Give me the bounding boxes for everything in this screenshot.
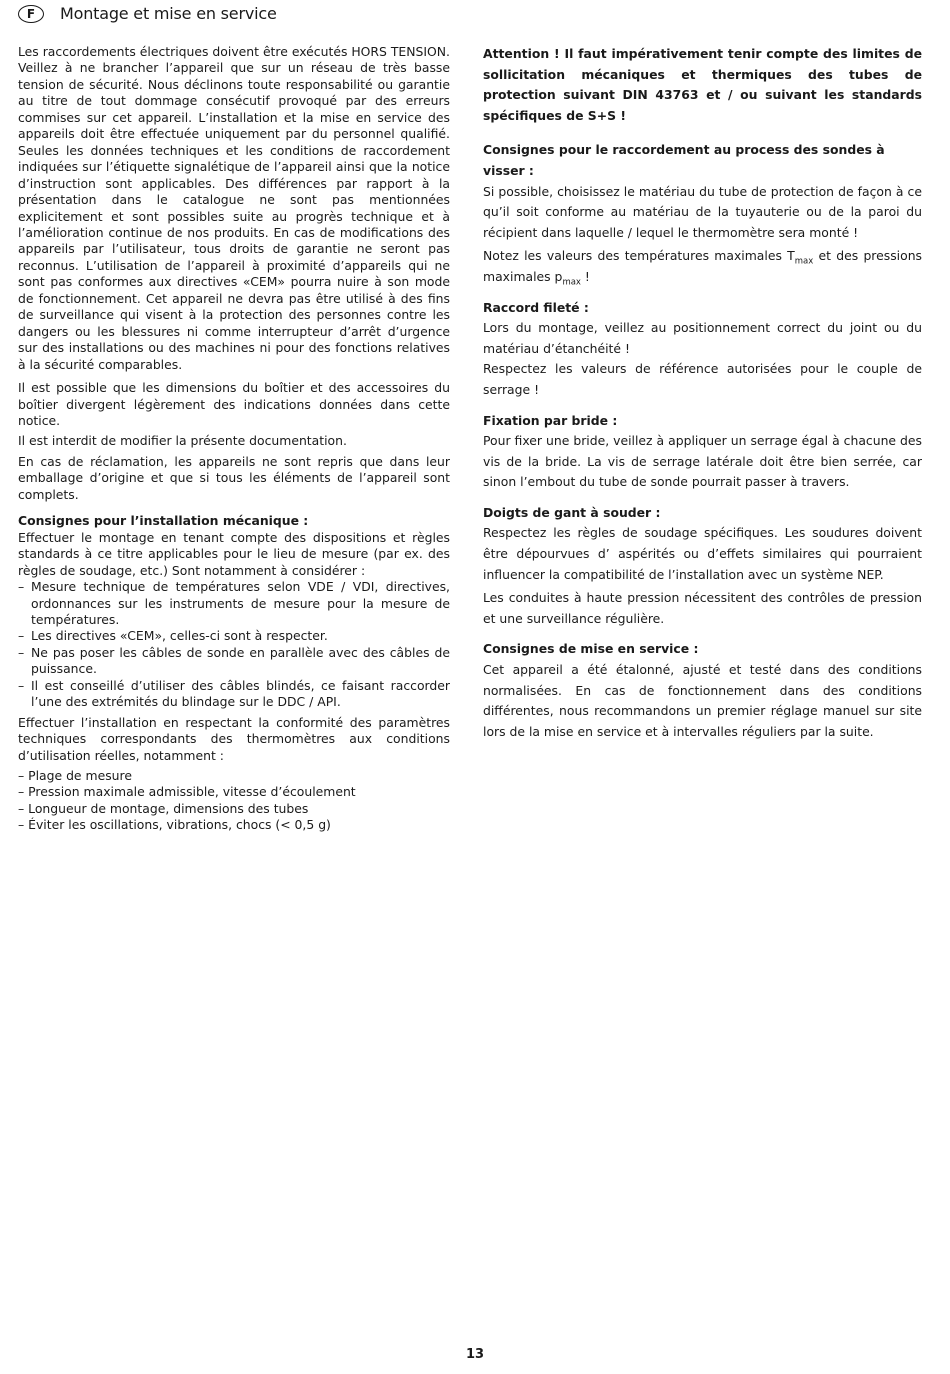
flange-heading: Fixation par bride : (483, 412, 618, 428)
pressure-paragraph: Les conduites à haute pression nécessitent des contrôles de pression et une surveillance régulière. (483, 590, 922, 626)
thread-heading: Raccord fileté : (483, 299, 589, 315)
list-item: – Mesure technique de températures selon VDE / VDI, directives, ordonnances sur les instruments de mesure pour la mesure de températures. (18, 579, 450, 628)
language-badge: F (18, 5, 44, 23)
torque-paragraph: Respectez les valeurs de référence autorisées pour le couple de serrage ! (483, 361, 922, 397)
mechanical-list (18, 579, 450, 711)
thread-paragraph: Lors du montage, veillez au positionnement correct du joint ou du matériau d’étanchéité ! (483, 320, 922, 356)
list-item: – Ne pas poser les câbles de sonde en parallèle avec des câbles de puissance. (18, 645, 450, 678)
process-heading: Consignes pour le raccordement au process des sondes à visser : (483, 142, 885, 178)
mechanical-heading: Consignes pour l’installation mécanique : (18, 513, 309, 529)
conformity-paragraph: Effectuer l’installation en respectant la conformité des paramètres techniques correspondants des thermomètres aux conditions d’utilisation réelles, notamment : (18, 714, 450, 763)
weld-heading: Doigts de gant à souder : (483, 504, 661, 520)
right-column (483, 44, 922, 745)
claims-paragraph: En cas de réclamation, les appareils ne sont repris que dans leur emballage d’origine et que si tous les éléments de l’appareil sont complets. (18, 453, 450, 502)
max-values-note: Notez les valeurs des températures maximales $T_{max}$ et des pressions maximales $p_{max}$ ! (483, 248, 922, 288)
page-title: Montage et mise en service (60, 4, 277, 23)
page-header (18, 4, 277, 23)
modify-paragraph: Il est interdit de modifier la présente documentation. (18, 433, 347, 449)
left-column (18, 44, 450, 834)
list-item: – Éviter les oscillations, vibrations, chocs (< 0,5 g) (18, 817, 331, 833)
commissioning-heading: Consignes de mise en service : (483, 641, 699, 657)
list-item: – Il est conseillé d’utiliser des câbles blindés, ce faisant raccorder l’une des extrémités du blindage sur le DDC / API. (18, 678, 450, 711)
dimensions-paragraph: Il est possible que les dimensions du boîtier et des accessoires du boîtier divergent légèrement des indications données dans cette notice. (18, 380, 450, 428)
process-paragraph: Si possible, choisissez le matériau du tube de protection de façon à ce qu’il soit conforme au matériau de la tuyauterie ou de la paroi du récipient dans laquelle / lequel le thermomètre sera monté ! (483, 183, 922, 240)
page-number: 13 (465, 1347, 485, 1362)
conformity-list (18, 768, 450, 834)
intro-paragraph: Les raccordements électriques doivent être exécutés HORS TENSION. Veillez à ne brancher l’appareil que sur un réseau de très basse tension de sécurité. Nous déclinons toute responsabilité ou garantie au titre de tout dommage consécutif provoqué par des erreurs commises sur cet appareil. L’installation et la mise en service des appareils doit être effectuée uniquement par du personnel qualifié. Seules les données techniques et les conditions de raccordement indiquées sur l’étiquette signalétique de l’appareil ainsi que la notice d’instruction sont applicables. Des différences par rapport à la présentation dans le catalogue ne sont pas mentionnées explicitement et sont possibles suite au progrès technique et à l’amélioration continue de nos produits. En cas de modifications des appareils par l’utilisateur, tous droits de garantie ne seront pas reconnus. L’utilisation de l’appareil à proximité d’appareils qui ne sont pas conformes aux directives «CEM» pourra nuire à son mode de fonctionnement. Cet appareil ne devra pas être utilisé à des fins de surveillance qui visent à la protection des personnes contre les dangers ou les blessures ni comme interrupteur d’arrêt d’urgence sur des installations ou des machines ni pour des fonctions relatives à la sécurité comparables. (18, 44, 450, 372)
flange-paragraph: Pour fixer une bride, veillez à appliquer un serrage égal à chacune des vis de la bride. La vis de serrage latérale doit être bien serrée, car sinon l’embout du tube de sonde pourrait passer à travers. (483, 433, 922, 490)
list-item: – Pression maximale admissible, vitesse d’écoulement (18, 784, 356, 800)
mechanical-paragraph: Effectuer le montage en tenant compte des dispositions et règles standards à ce titre applicables pour le lieu de mesure (par ex. des règles de soudage, etc.) Sont notamment à considérer : (18, 529, 450, 578)
commissioning-paragraph: Cet appareil a été étalonné, ajusté et testé dans des conditions normalisées. En cas de fonctionnement dans des conditions différentes, nous recommandons un premier réglage manuel sur site lors de la mise en service et à intervalles réguliers par la suite. (483, 662, 922, 739)
list-item: – Les directives «CEM», celles-ci sont à respecter. (18, 628, 450, 644)
list-item: – Longueur de montage, dimensions des tubes (18, 800, 309, 816)
attention-paragraph: Attention ! Il faut impérativement tenir compte des limites de sollicitation mécaniques et thermiques des tubes de protection suivant DIN 43763 et / ou suivant les standards spécifiques de S+S ! (483, 46, 922, 123)
list-item: – Plage de mesure (18, 768, 132, 784)
weld-paragraph: Respectez les règles de soudage spécifiques. Les soudures doivent être dépourvues d’ aspérités ou d’effets similaires qui pourraient influencer la compatibilité de l’installation avec un système NEP. (483, 525, 922, 582)
